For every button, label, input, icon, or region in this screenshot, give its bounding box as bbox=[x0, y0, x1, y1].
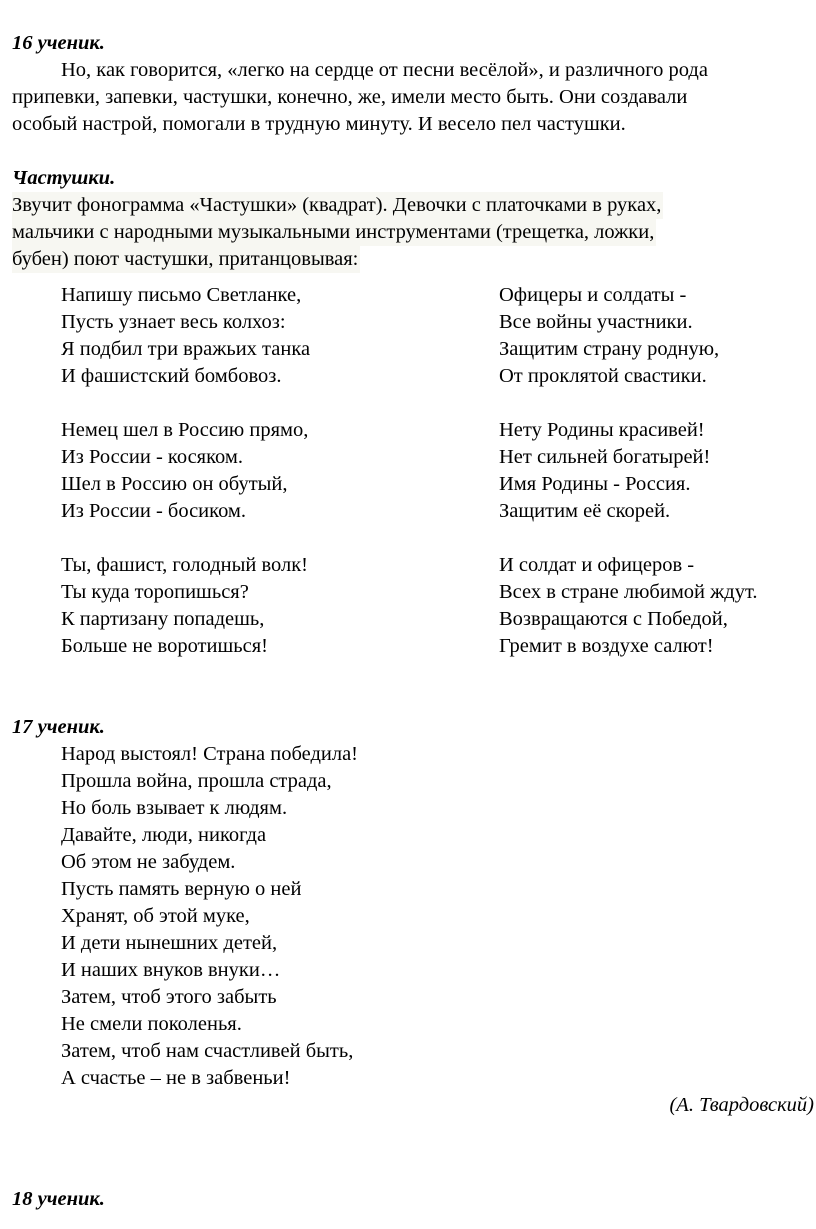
verse-line: Нету Родины красивей! bbox=[499, 419, 705, 441]
stage-direction-line: Звучит фонограмма «Частушки» (квадрат). Девочки с платочками в руках, bbox=[12, 192, 663, 219]
poem-line: Но боль взывает к людям. bbox=[61, 797, 288, 819]
verse-line: Защитим страну родную, bbox=[499, 338, 720, 360]
verse-line: Ты куда торопишься? bbox=[61, 581, 249, 603]
verse-line: Больше не воротишься! bbox=[61, 635, 268, 657]
stage-direction-line: мальчики с народными музыкальными инструментами (трещетка, ложки, bbox=[12, 219, 656, 246]
verse-line: Из России - босиком. bbox=[61, 500, 247, 522]
chastushki-heading: Частушки. bbox=[12, 167, 116, 189]
poem-line: Хранят, об этой муке, bbox=[61, 905, 250, 927]
poem-line: И дети нынешних детей, bbox=[61, 932, 278, 954]
section-16-heading: 16 ученик. bbox=[12, 32, 105, 54]
section-18-heading: 18 ученик. bbox=[12, 1188, 105, 1210]
verse-line: Пусть узнает весь колхоз: bbox=[61, 311, 286, 333]
verse-line: Все войны участники. bbox=[499, 311, 693, 333]
stanza bbox=[499, 417, 799, 525]
poem-author: (А. Твардовский) bbox=[669, 1094, 814, 1116]
chastushki-verses bbox=[12, 282, 812, 660]
verses-left-column bbox=[12, 282, 499, 660]
verse-line: И солдат и офицеров - bbox=[499, 554, 695, 576]
poem-line: Затем, чтоб нам счастливей быть, bbox=[61, 1040, 354, 1062]
poem-line: Народ выстоял! Страна победила! bbox=[61, 743, 358, 765]
section-17-heading: 17 ученик. bbox=[12, 716, 105, 738]
verse-line: Всех в стране любимой ждут. bbox=[499, 581, 758, 603]
verse-line: Офицеры и солдаты - bbox=[499, 284, 687, 306]
verse-line: Имя Родины - Россия. bbox=[499, 473, 691, 495]
verse-line: Гремит в воздухе салют! bbox=[499, 635, 714, 657]
poem-line: Пусть память верную о ней bbox=[61, 878, 302, 900]
verse-line: Ты, фашист, голодный волк! bbox=[61, 554, 309, 576]
verses-right-column bbox=[499, 282, 799, 660]
stage-direction-line: бубен) поют частушки, пританцовывая: bbox=[12, 246, 360, 273]
poem-line: А счастье – не в забвеньи! bbox=[61, 1067, 291, 1089]
verse-line: И фашистский бомбовоз. bbox=[61, 365, 282, 387]
verse-line: Нет сильней богатырей! bbox=[499, 446, 711, 468]
verse-line: Немец шел в Россию прямо, bbox=[61, 419, 309, 441]
verse-line: Напишу письмо Светланке, bbox=[61, 284, 302, 306]
poem-line: Затем, чтоб этого забыть bbox=[61, 986, 277, 1008]
poem-line: Прошла война, прошла страда, bbox=[61, 770, 332, 792]
tvardovsky-poem bbox=[12, 741, 812, 1092]
poem-line: И наших внуков внуки… bbox=[61, 959, 281, 981]
poem-line: Об этом не забудем. bbox=[61, 851, 236, 873]
section-16-paragraph-line: Но, как говорится, «легко на сердце от песни весёлой», и различного рода bbox=[61, 59, 708, 81]
verse-line: Из России - косяком. bbox=[61, 446, 243, 468]
document-page bbox=[12, 30, 812, 1213]
verse-line: Возвращаются с Победой, bbox=[499, 608, 728, 630]
stanza bbox=[61, 552, 499, 660]
stanza bbox=[61, 417, 499, 525]
verse-line: Защитим её скорей. bbox=[499, 500, 671, 522]
verse-line: К партизану попадешь, bbox=[61, 608, 265, 630]
verse-line: Шел в Россию он обутый, bbox=[61, 473, 288, 495]
stanza bbox=[499, 552, 799, 660]
section-16-paragraph-line: особый настрой, помогали в трудную минуту. И весело пел частушки. bbox=[12, 113, 626, 135]
poem-line: Не смели поколенья. bbox=[61, 1013, 242, 1035]
verse-line: Я подбил три вражьих танка bbox=[61, 338, 311, 360]
section-16-paragraph-line: припевки, запевки, частушки, конечно, же, имели место быть. Они создавали bbox=[12, 86, 688, 108]
stanza bbox=[499, 282, 799, 390]
verse-line: От проклятой свастики. bbox=[499, 365, 707, 387]
stanza bbox=[61, 282, 499, 390]
poem-line: Давайте, люди, никогда bbox=[61, 824, 267, 846]
